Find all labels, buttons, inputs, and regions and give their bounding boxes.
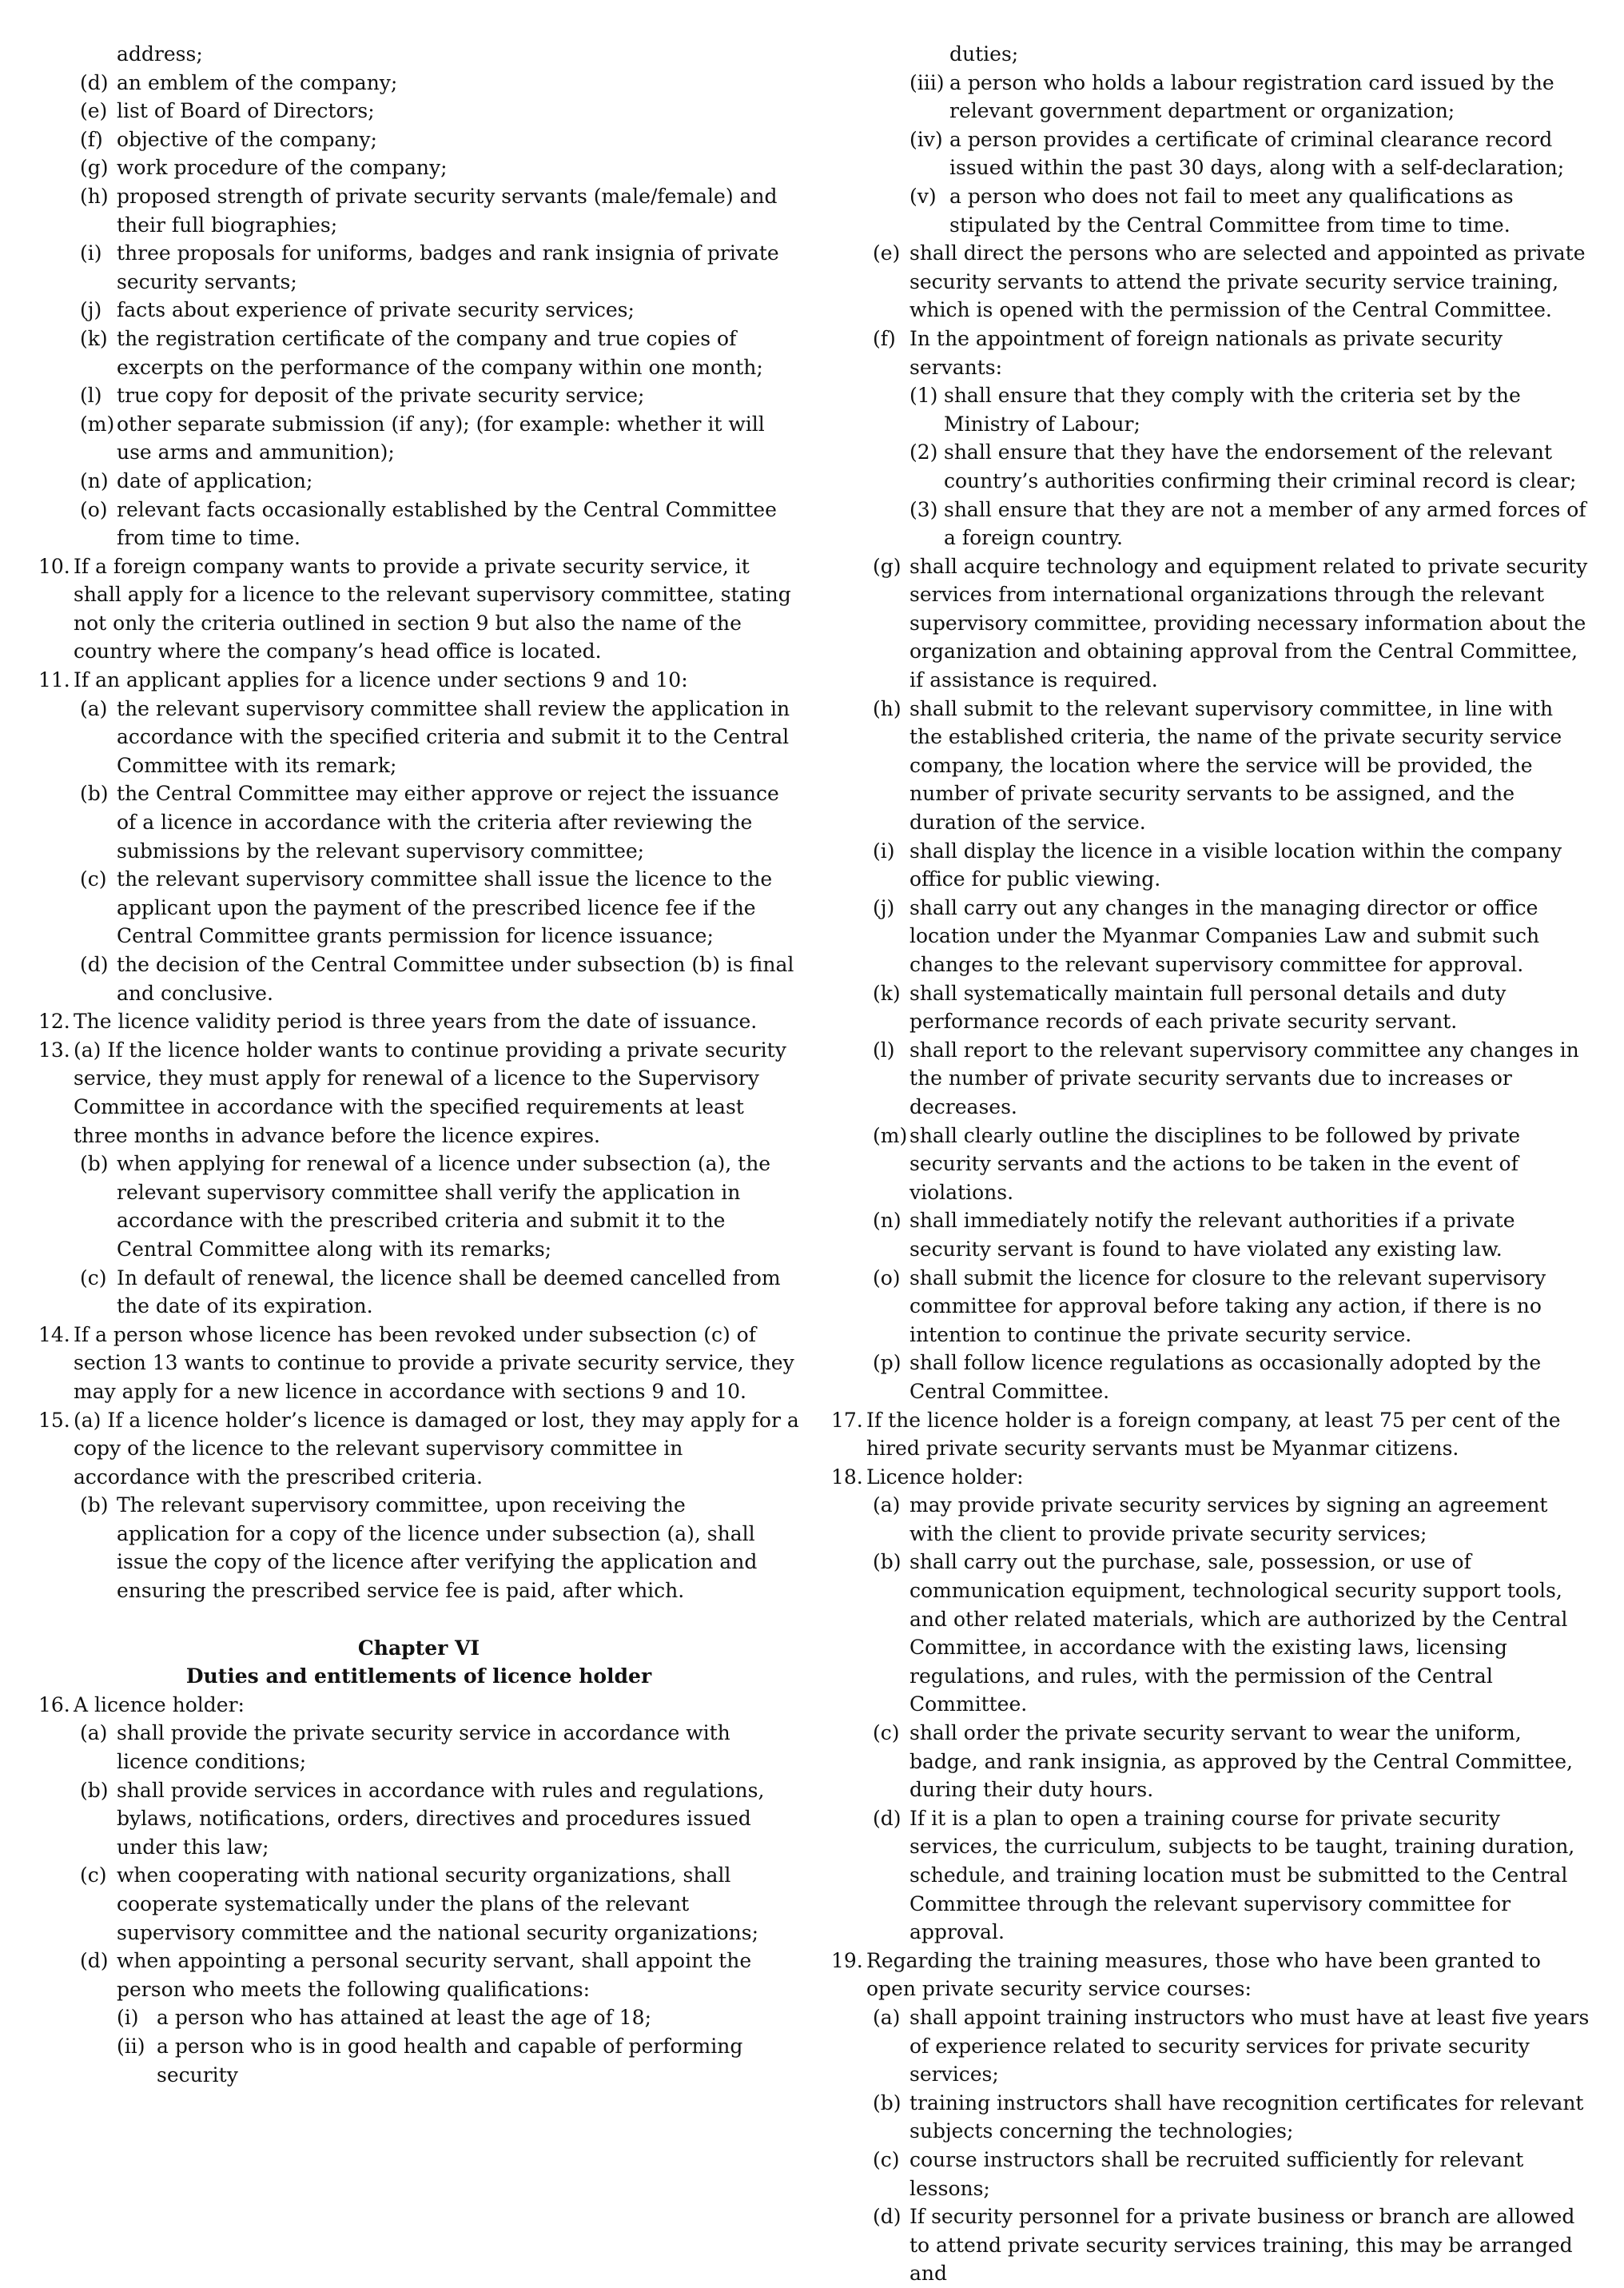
clause-text: shall provide services in accordance with rules and regulations, bylaws, notifications, orders, directives and procedures issued under this law; (117, 1778, 765, 1859)
clause-text: proposed strength of private security servants (male/female) and their full biographies; (117, 184, 778, 237)
clause-number: (o) (80, 497, 108, 521)
clause-number: 13. (38, 1038, 70, 1062)
clause-text: The licence validity period is three years from the date of issuance. (74, 1010, 758, 1034)
clause-item (38, 1264, 799, 1321)
clause-number: (j) (873, 895, 895, 919)
clause-number: (g) (80, 156, 109, 180)
clause-number: (f) (873, 326, 896, 350)
clause-item (38, 1150, 799, 1263)
clause-text: The relevant supervisory committee, upon receiving the application for a copy of the licence under subsection (a), shall issue the copy of the licence after verifying the application and ensuring the prescribed service fee is paid, after which. (117, 1493, 758, 1603)
clause-text: when applying for renewal of a licence under subsection (a), the relevant supervisory committee shall verify the application in accordance with the prescribed criteria and submit it to the Central Committee along with its remarks; (117, 1152, 771, 1261)
clause-number: (a) (80, 696, 108, 720)
clause-item (38, 325, 799, 381)
clause-number: (d) (873, 2205, 902, 2229)
clause-text: the registration certificate of the company and true copies of excerpts on the performance of the company within one month; (117, 326, 763, 379)
clause-text: shall order the private security servant to wear the uniform, badge, and rank insignia, as approved by the Central Committee, during their duty hours. (910, 1721, 1573, 1802)
clause-item (831, 2146, 1592, 2202)
clause-text: a person who is in good health and capable of performing security (157, 2034, 743, 2087)
clause-text: course instructors shall be recruited sufficiently for relevant lessons; (910, 2147, 1524, 2200)
clause-number: (p) (873, 1351, 902, 1375)
clause-item (38, 40, 799, 69)
clause-text: shall report to the relevant supervisory committee any changes in the number of private security servants due to increases or decreases. (910, 1038, 1579, 1118)
clause-item (38, 381, 799, 410)
clause-item (38, 69, 799, 98)
clause-number: (c) (873, 2147, 900, 2171)
clause-text: If the licence holder is a foreign company, at least 75 per cent of the hired private security servants must be Myanmar citizens. (866, 1408, 1561, 1461)
clause-item (831, 1491, 1592, 1548)
clause-item (831, 894, 1592, 979)
clause-item (38, 2003, 799, 2032)
clause-item (38, 126, 799, 154)
clause-number: (v) (910, 184, 937, 208)
clause-number: (d) (873, 1806, 902, 1830)
clause-number: 10. (38, 554, 70, 578)
clause-item (38, 951, 799, 1007)
clause-text: the Central Committee may either approve or reject the issuance of a licence in accordance with the criteria after reviewing the submissions by the relevant supervisory committee; (117, 782, 779, 863)
clause-item (831, 126, 1592, 182)
clause-text: list of Board of Directors; (117, 99, 375, 123)
clause-item (38, 182, 799, 239)
clause-number: (c) (80, 867, 107, 891)
clause-item (38, 1491, 799, 1604)
clause-number: (iii) (910, 70, 945, 94)
clause-text: shall immediately notify the relevant authorities if a private security servant is found to have violated any existing law. (910, 1209, 1515, 1261)
clause-item (38, 410, 799, 467)
clause-number: 14. (38, 1322, 70, 1346)
clause-text: three proposals for uniforms, badges and rank insignia of private security servants; (117, 241, 779, 293)
clause-number: (h) (873, 696, 902, 720)
clause-number: (2) (910, 440, 938, 464)
clause-text: relevant facts occasionally established by the Central Committee from time to time. (117, 497, 777, 550)
clause-number: (b) (80, 1778, 109, 1802)
clause-text: shall acquire technology and equipment related to private security services from international organizations through the relevant supervisory committee, providing necessary information about the organization and obtaining approval from the Central Committee, if assistance is required. (910, 554, 1588, 692)
clause-text: shall appoint training instructors who must have at least five years of experience related to security services for private security services; (910, 2005, 1590, 2087)
clause-text: If security personnel for a private business or branch are allowed to attend private security services training, this may be arranged and (910, 2205, 1575, 2286)
clause-text: training instructors shall have recognition certificates for relevant subjects concerning the technologies; (910, 2091, 1584, 2143)
clause-number: (l) (873, 1038, 895, 1062)
clause-text: shall display the licence in a visible location within the company office for public viewing. (910, 839, 1562, 891)
clause-number: (iv) (910, 127, 943, 151)
clause-number: (d) (80, 70, 109, 94)
clause-item (831, 552, 1592, 695)
clause-text: date of application; (117, 468, 313, 492)
clause-text: work procedure of the company; (117, 156, 448, 180)
clause-item (831, 979, 1592, 1036)
clause-item (831, 1349, 1592, 1405)
clause-item (831, 325, 1592, 381)
clause-number: (e) (873, 241, 901, 265)
clause-number: (b) (80, 1152, 109, 1176)
clause-item (38, 2032, 799, 2089)
clause-text: objective of the company; (117, 127, 377, 151)
clause-text: shall carry out any changes in the managing director or office location under the Myanmar Companies Law and submit such changes to the relevant supervisory committee for approval. (910, 895, 1540, 976)
clause-item (38, 1861, 799, 1947)
clause-item (38, 1776, 799, 1862)
clause-item (38, 865, 799, 951)
clause-text: If an applicant applies for a licence under sections 9 and 10: (74, 668, 688, 692)
clause-text: an emblem of the company; (117, 70, 398, 94)
clause-item (831, 2089, 1592, 2146)
clause-item (38, 1719, 799, 1776)
section-paragraph (38, 666, 799, 695)
section-paragraph (831, 1463, 1592, 1492)
clause-text: (a) If a licence holder’s licence is damaged or lost, they may apply for a copy of the licence to the relevant supervisory committee in accordance with the prescribed criteria. (74, 1408, 799, 1489)
clause-item (831, 1036, 1592, 1122)
clause-number: (i) (117, 2006, 139, 2030)
clause-item (831, 381, 1592, 438)
clause-text: address; (117, 42, 203, 66)
clause-text: If it is a plan to open a training course for private security services, the curriculum, subjects to be taught, training duration, schedule, and training location must be submitted to the Central Committee through the relevant supervisory committee for approval. (910, 1806, 1575, 1944)
clause-number: (c) (873, 1721, 900, 1745)
clause-text: shall provide the private security service in accordance with licence conditions; (117, 1721, 730, 1774)
clause-text: If a foreign company wants to provide a private security service, it shall apply for a licence to the relevant supervisory committee, stating not only the criteria outlined in section 9 but also the name of the country where the company’s head office is located. (74, 554, 791, 664)
clause-item (831, 1264, 1592, 1349)
clause-number: (i) (873, 839, 895, 863)
clause-item (38, 239, 799, 296)
clause-text: shall ensure that they have the endorsement of the relevant country’s authorities confirming their criminal record is clear; (944, 440, 1577, 492)
clause-text: shall submit to the relevant supervisory committee, in line with the established criteria, the name of the private security service company, the location where the service will be provided, the number of private security servants to be assigned, and the duration of the service. (910, 696, 1562, 835)
right-column-clauses (831, 40, 1592, 2288)
clause-text: shall carry out the purchase, sale, possession, or use of communication equipment, technological security support tools, and other related materials, which are authorized by the Central Committee, in accordance with the existing laws, licensing regulations, and rules, with the permission of the Central Committee. (910, 1550, 1568, 1716)
clause-item (831, 1804, 1592, 1947)
right-column (831, 40, 1592, 2286)
clause-text: duties; (949, 42, 1019, 66)
clause-number: (j) (80, 298, 102, 322)
clause-number: 15. (38, 1408, 70, 1432)
clause-item (38, 779, 799, 865)
clause-item (831, 1719, 1592, 1804)
clause-text: a person who does not fail to meet any qualifications as stipulated by the Central Committee from time to time. (949, 184, 1514, 237)
clause-number: (c) (80, 1266, 107, 1289)
section-paragraph (38, 1321, 799, 1406)
clause-number: (f) (80, 127, 103, 151)
clause-text: If a person whose licence has been revoked under subsection (c) of section 13 wants to continue to provide a private security service, they may apply for a new licence in accordance with sections 9 and 10. (74, 1322, 794, 1403)
clause-item (831, 496, 1592, 552)
clause-text: may provide private security services by signing an agreement with the client to provide private security services; (910, 1493, 1548, 1545)
clause-text: shall clearly outline the disciplines to be followed by private security servants and the actions to be taken in the event of violations. (910, 1123, 1521, 1204)
clause-text: shall systematically maintain full personal details and duty performance records of each private security servant. (910, 981, 1507, 1034)
section-paragraph (38, 1036, 799, 1150)
clause-number: (b) (80, 1493, 109, 1517)
clause-item (831, 1548, 1592, 1719)
clause-text: a person who has attained at least the age of 18; (157, 2006, 651, 2030)
clause-number: (1) (910, 384, 938, 408)
clause-number: (l) (80, 384, 102, 408)
clause-item (831, 1122, 1592, 1207)
clause-text: In the appointment of foreign nationals as private security servants: (910, 326, 1503, 379)
clause-number: (b) (80, 782, 109, 806)
clause-number: (n) (873, 1209, 902, 1233)
section-paragraph (831, 1947, 1592, 2003)
clause-item (831, 1206, 1592, 1263)
clause-number: 12. (38, 1010, 70, 1034)
clause-number: 18. (831, 1465, 863, 1489)
clause-text: Regarding the training measures, those who have been granted to open private security service courses: (866, 1948, 1541, 2001)
clause-item (38, 97, 799, 126)
clause-item (831, 239, 1592, 325)
clause-number: (d) (80, 1949, 109, 1973)
clause-item (38, 467, 799, 496)
clause-text: true copy for deposit of the private security service; (117, 384, 645, 408)
clause-number: (h) (80, 184, 109, 208)
clause-number: (a) (873, 2005, 901, 2029)
clause-number: (b) (873, 1550, 902, 1574)
clause-text: (a) If the licence holder wants to continue providing a private security service, they must apply for renewal of a licence to the Supervisory Committee in accordance with the specified requirements at least three months in advance before the licence expires. (74, 1038, 786, 1147)
clause-item (38, 296, 799, 325)
clause-item (38, 695, 799, 780)
clause-text: Licence holder: (866, 1465, 1024, 1489)
clause-number: (k) (80, 326, 108, 350)
clause-number: 16. (38, 1692, 70, 1716)
clause-text: In default of renewal, the licence shall be deemed cancelled from the date of its expiration. (117, 1266, 781, 1318)
clause-item (831, 182, 1592, 239)
clause-number: (ii) (117, 2034, 145, 2058)
clause-text: a person provides a certificate of criminal clearance record issued within the past 30 days, along with a self-declaration; (949, 127, 1565, 180)
clause-text: facts about experience of private security services; (117, 298, 635, 322)
clause-number: (a) (873, 1493, 901, 1517)
left-column (38, 40, 799, 2124)
clause-text: when appointing a personal security servant, shall appoint the person who meets the following qualifications: (117, 1949, 752, 2001)
clause-number: (b) (873, 2091, 902, 2115)
chapter-subtitle: Duties and entitlements of licence holder (185, 1664, 652, 1688)
clause-number: (3) (910, 497, 938, 521)
clause-text: other separate submission (if any); (for example: whether it will use arms and ammunition); (117, 412, 765, 464)
clause-text: shall ensure that they are not a member of any armed forces of a foreign country. (944, 497, 1586, 550)
chapter-title: Chapter VI (357, 1636, 480, 1660)
clause-number: (o) (873, 1266, 901, 1289)
clause-number: (g) (873, 554, 902, 578)
section-paragraph (38, 1691, 799, 1720)
clause-item (38, 496, 799, 552)
clause-item (38, 1947, 799, 2003)
clause-text: when cooperating with national security organizations, shall cooperate systematically under the plans of the relevant supervisory committee and the national security organizations; (117, 1863, 759, 1944)
clause-text: shall follow licence regulations as occasionally adopted by the Central Committee. (910, 1351, 1542, 1403)
clause-text: the relevant supervisory committee shall review the application in accordance with the specified criteria and submit it to the Central Committee with its remark; (117, 696, 790, 777)
clause-text: the relevant supervisory committee shall issue the licence to the applicant upon the payment of the prescribed licence fee if the Central Committee grants permission for licence issuance; (117, 867, 773, 948)
clause-number: (a) (80, 1721, 108, 1745)
clause-number: 19. (831, 1948, 863, 1972)
clause-number: 17. (831, 1408, 863, 1432)
clause-text: a person who holds a labour registration card issued by the relevant government department or organization; (949, 70, 1554, 123)
clause-item (831, 40, 1592, 69)
clause-number: (e) (80, 99, 108, 123)
clause-number: (m) (873, 1123, 908, 1147)
clause-item (831, 69, 1592, 126)
clause-text: shall ensure that they comply with the criteria set by the Ministry of Labour; (944, 384, 1521, 436)
clause-number: (m) (80, 412, 115, 436)
section-paragraph (831, 1406, 1592, 1463)
clause-item (831, 695, 1592, 837)
clause-text: the decision of the Central Committee under subsection (b) is final and conclusive. (117, 953, 794, 1005)
clause-item (831, 837, 1592, 894)
clause-text: A licence holder: (74, 1692, 245, 1716)
clause-item (831, 438, 1592, 495)
clause-text: shall direct the persons who are selected and appointed as private security servants to attend the private security service training, which is opened with the permission of the Central Committee. (910, 241, 1586, 322)
clause-number: (k) (873, 981, 901, 1005)
clause-number: (c) (80, 1863, 107, 1887)
clause-item (831, 2202, 1592, 2288)
left-column-clauses (38, 40, 799, 1605)
clause-number: (i) (80, 241, 102, 265)
clause-item (38, 153, 799, 182)
left-column-chapter-clauses (38, 1691, 799, 2089)
clause-number: (n) (80, 468, 109, 492)
clause-number: 11. (38, 668, 70, 692)
section-paragraph (38, 1007, 799, 1036)
section-paragraph (38, 552, 799, 666)
clause-item (831, 2003, 1592, 2089)
clause-number: (d) (80, 953, 109, 976)
section-paragraph (38, 1406, 799, 1492)
clause-text: shall submit the licence for closure to the relevant supervisory committee for approval before taking any action, if there is no intention to continue the private security service. (910, 1266, 1546, 1346)
